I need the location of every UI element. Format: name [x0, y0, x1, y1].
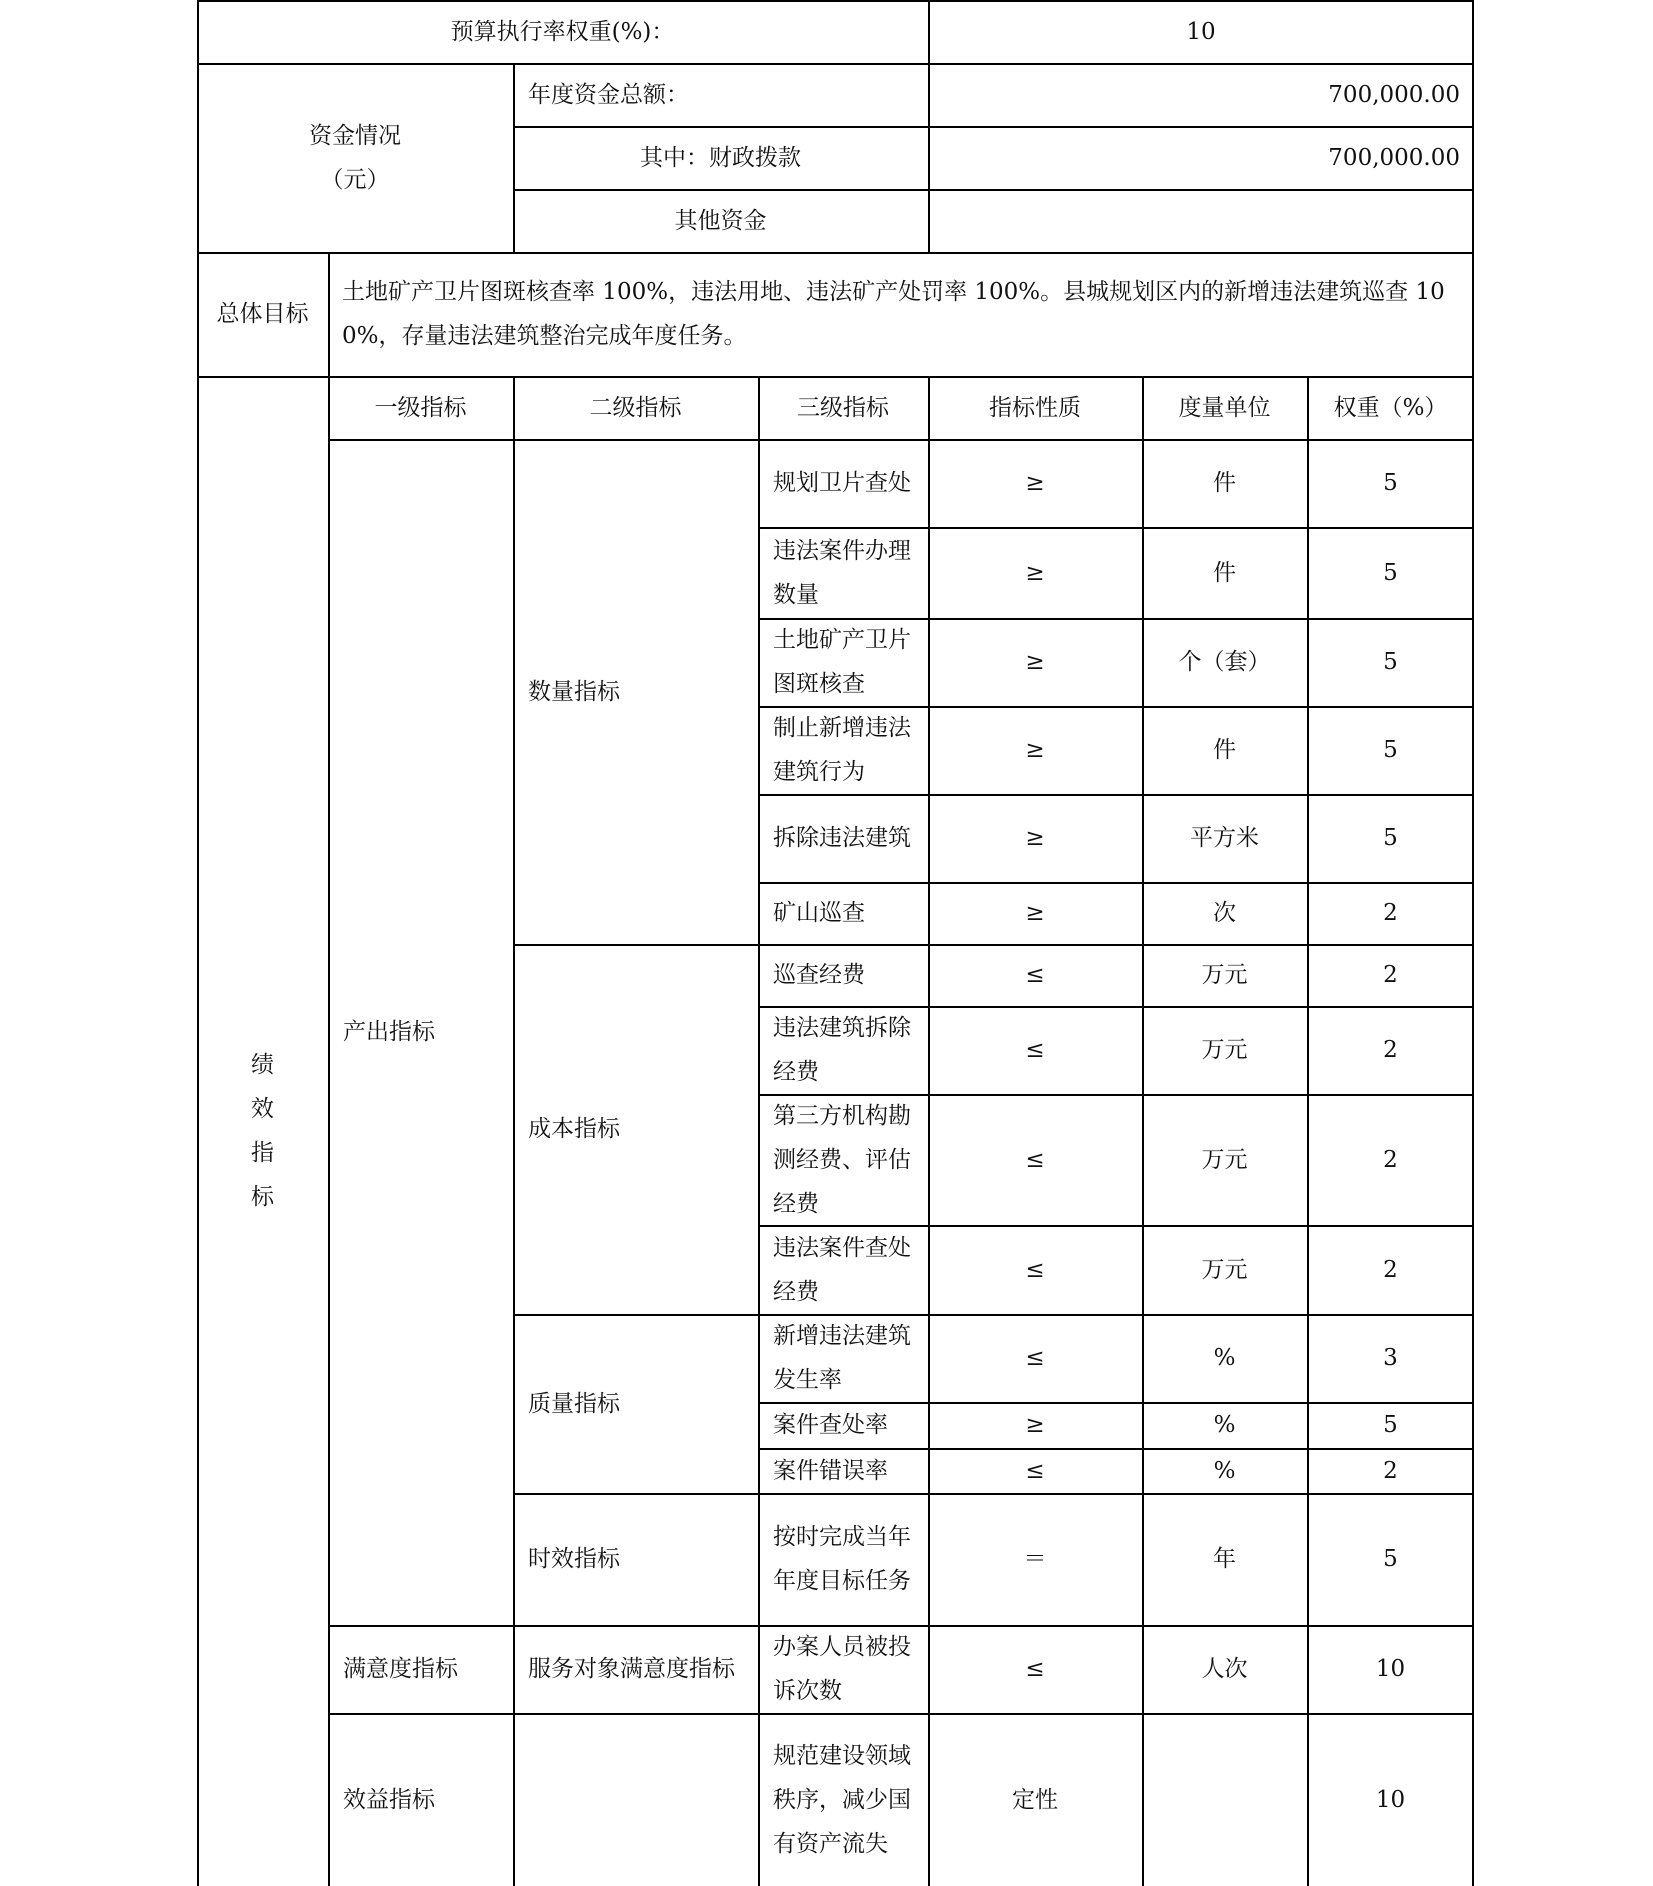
- indicator-unit: 次: [1213, 900, 1236, 926]
- indicator-nature: ≤: [1025, 1256, 1045, 1283]
- indicator-weight: 5: [1383, 649, 1398, 675]
- indicator-unit: %: [1213, 1457, 1236, 1484]
- indicator-weight: 3: [1383, 1345, 1398, 1371]
- indicator-weight: 2: [1383, 1457, 1398, 1484]
- goal-label: 总体目标: [216, 301, 309, 327]
- indicator-weight: 2: [1383, 962, 1398, 988]
- indicator-unit: 个（套）: [1178, 649, 1271, 675]
- indicator-name: 违法案件办理数量: [773, 537, 911, 608]
- performance-label-char: 绩: [251, 1052, 274, 1078]
- indicator-unit: 人次: [1201, 1656, 1248, 1682]
- level2-service: 服务对象满意度指标: [528, 1656, 735, 1682]
- indicator-nature: ≥: [1025, 649, 1045, 675]
- indicator-unit: 万元: [1201, 1256, 1248, 1283]
- indicator-unit: 万元: [1201, 1146, 1248, 1173]
- indicator-unit: %: [1213, 1345, 1236, 1371]
- indicator-nature: ≤: [1025, 1457, 1045, 1484]
- indicator-weight: 5: [1383, 1546, 1398, 1572]
- level1-output: 产出指标: [343, 1019, 435, 1045]
- indicator-unit: 件: [1213, 559, 1236, 586]
- indicator-nature: ≤: [1025, 1656, 1045, 1682]
- indicator-name: 矿山巡查: [773, 900, 865, 926]
- fiscal-funds-value: 700,000.00: [1328, 144, 1460, 171]
- indicator-unit: [1142, 1713, 1307, 1886]
- header-nature: 指标性质: [989, 394, 1081, 421]
- indicator-weight: 5: [1383, 559, 1398, 586]
- indicator-weight: 5: [1383, 1412, 1398, 1438]
- performance-label-char: 指: [251, 1140, 274, 1166]
- indicator-weight: 10: [1375, 1656, 1406, 1682]
- level2-quality: 质量指标: [528, 1390, 620, 1417]
- performance-label-char: 效: [251, 1096, 274, 1122]
- indicator-weight: 2: [1383, 1037, 1398, 1063]
- indicator-name: 第三方机构勘测经费、评估经费: [773, 1102, 911, 1217]
- indicator-nature: ≥: [1025, 470, 1045, 496]
- header-weight: 权重（%）: [1333, 394, 1448, 421]
- fiscal-funds-label: 其中：财政拨款: [640, 144, 801, 171]
- other-funds-label: 其他资金: [674, 207, 767, 234]
- funds-label-line2: （元）: [320, 166, 390, 193]
- other-funds-value: [928, 189, 1474, 252]
- performance-table: [197, 0, 1474, 1886]
- indicator-weight: 10: [1375, 1786, 1406, 1813]
- indicator-nature: ≥: [1025, 737, 1045, 763]
- indicator-unit: %: [1213, 1412, 1236, 1438]
- indicator-unit: 件: [1213, 737, 1236, 763]
- indicator-weight: 2: [1383, 1256, 1398, 1283]
- indicator-weight: 2: [1383, 900, 1398, 926]
- indicator-weight: 2: [1383, 1146, 1398, 1173]
- indicator-nature: ≥: [1025, 900, 1045, 926]
- indicator-nature: ≥: [1025, 825, 1045, 851]
- indicator-name: 制止新增违法建筑行为: [773, 715, 911, 785]
- indicator-nature: ＝: [1023, 1546, 1047, 1572]
- indicator-name: 规范建设领域秩序，减少国有资产流失: [773, 1742, 911, 1857]
- indicator-name: 规划卫片查处: [773, 470, 911, 496]
- level1-satisfaction: 满意度指标: [343, 1656, 458, 1682]
- indicator-nature: ≤: [1025, 1345, 1045, 1371]
- level1-benefit: 效益指标: [343, 1786, 435, 1813]
- level2-quantity: 数量指标: [528, 678, 620, 705]
- performance-label: [197, 376, 328, 1886]
- indicator-nature: ≤: [1025, 1146, 1045, 1173]
- indicator-nature: ≤: [1025, 962, 1045, 988]
- indicator-unit: 件: [1213, 470, 1236, 496]
- indicator-name: 按时完成当年年度目标任务: [773, 1524, 911, 1594]
- indicator-nature: ≥: [1025, 559, 1045, 586]
- funds-label: [197, 63, 513, 252]
- indicator-unit: 万元: [1201, 962, 1248, 988]
- indicator-unit: 年: [1213, 1546, 1236, 1572]
- goal-text: 土地矿产卫片图斑核查率 100%，违法用地、违法矿产处罚率 100%。县城规划区内的新增违法建筑巡查 100%，存量违法建筑整治完成年度任务。: [342, 279, 1445, 349]
- budget-weight-label: 预算执行率权重(%)：: [450, 18, 675, 45]
- indicator-unit: 万元: [1201, 1037, 1248, 1063]
- level2-timeliness: 时效指标: [528, 1546, 620, 1572]
- indicator-name: 办案人员被投诉次数: [773, 1634, 911, 1704]
- performance-label-char: 标: [251, 1184, 274, 1210]
- header-unit: 度量单位: [1178, 394, 1271, 421]
- indicator-name: 违法建筑拆除经费: [773, 1015, 911, 1085]
- indicator-name: 案件查处率: [773, 1412, 888, 1438]
- indicator-unit: 平方米: [1190, 825, 1259, 851]
- header-level2: 二级指标: [589, 394, 682, 421]
- indicator-name: 新增违法建筑发生率: [773, 1323, 911, 1393]
- funds-label-line1: 资金情况: [309, 122, 401, 149]
- budget-weight-value: 10: [1186, 18, 1216, 45]
- indicator-weight: 5: [1383, 470, 1398, 496]
- total-funds-value: 700,000.00: [1328, 81, 1460, 108]
- indicator-name: 违法案件查处经费: [773, 1234, 911, 1305]
- indicator-name: 拆除违法建筑: [773, 825, 911, 851]
- indicator-nature: ≤: [1025, 1037, 1045, 1063]
- indicator-name: 土地矿产卫片图斑核查: [773, 627, 911, 697]
- level2-cost: 成本指标: [528, 1116, 620, 1142]
- indicator-name: 案件错误率: [773, 1457, 888, 1484]
- total-funds-label: 年度资金总额：: [528, 81, 689, 108]
- header-level1: 一级指标: [374, 394, 467, 421]
- header-level3: 三级指标: [797, 394, 889, 421]
- indicator-weight: 5: [1383, 737, 1398, 763]
- level2-benefit: [513, 1713, 758, 1886]
- indicator-nature: 定性: [1012, 1786, 1058, 1813]
- indicator-name: 巡查经费: [773, 962, 865, 988]
- indicator-nature: ≥: [1025, 1412, 1045, 1438]
- indicator-weight: 5: [1383, 825, 1398, 851]
